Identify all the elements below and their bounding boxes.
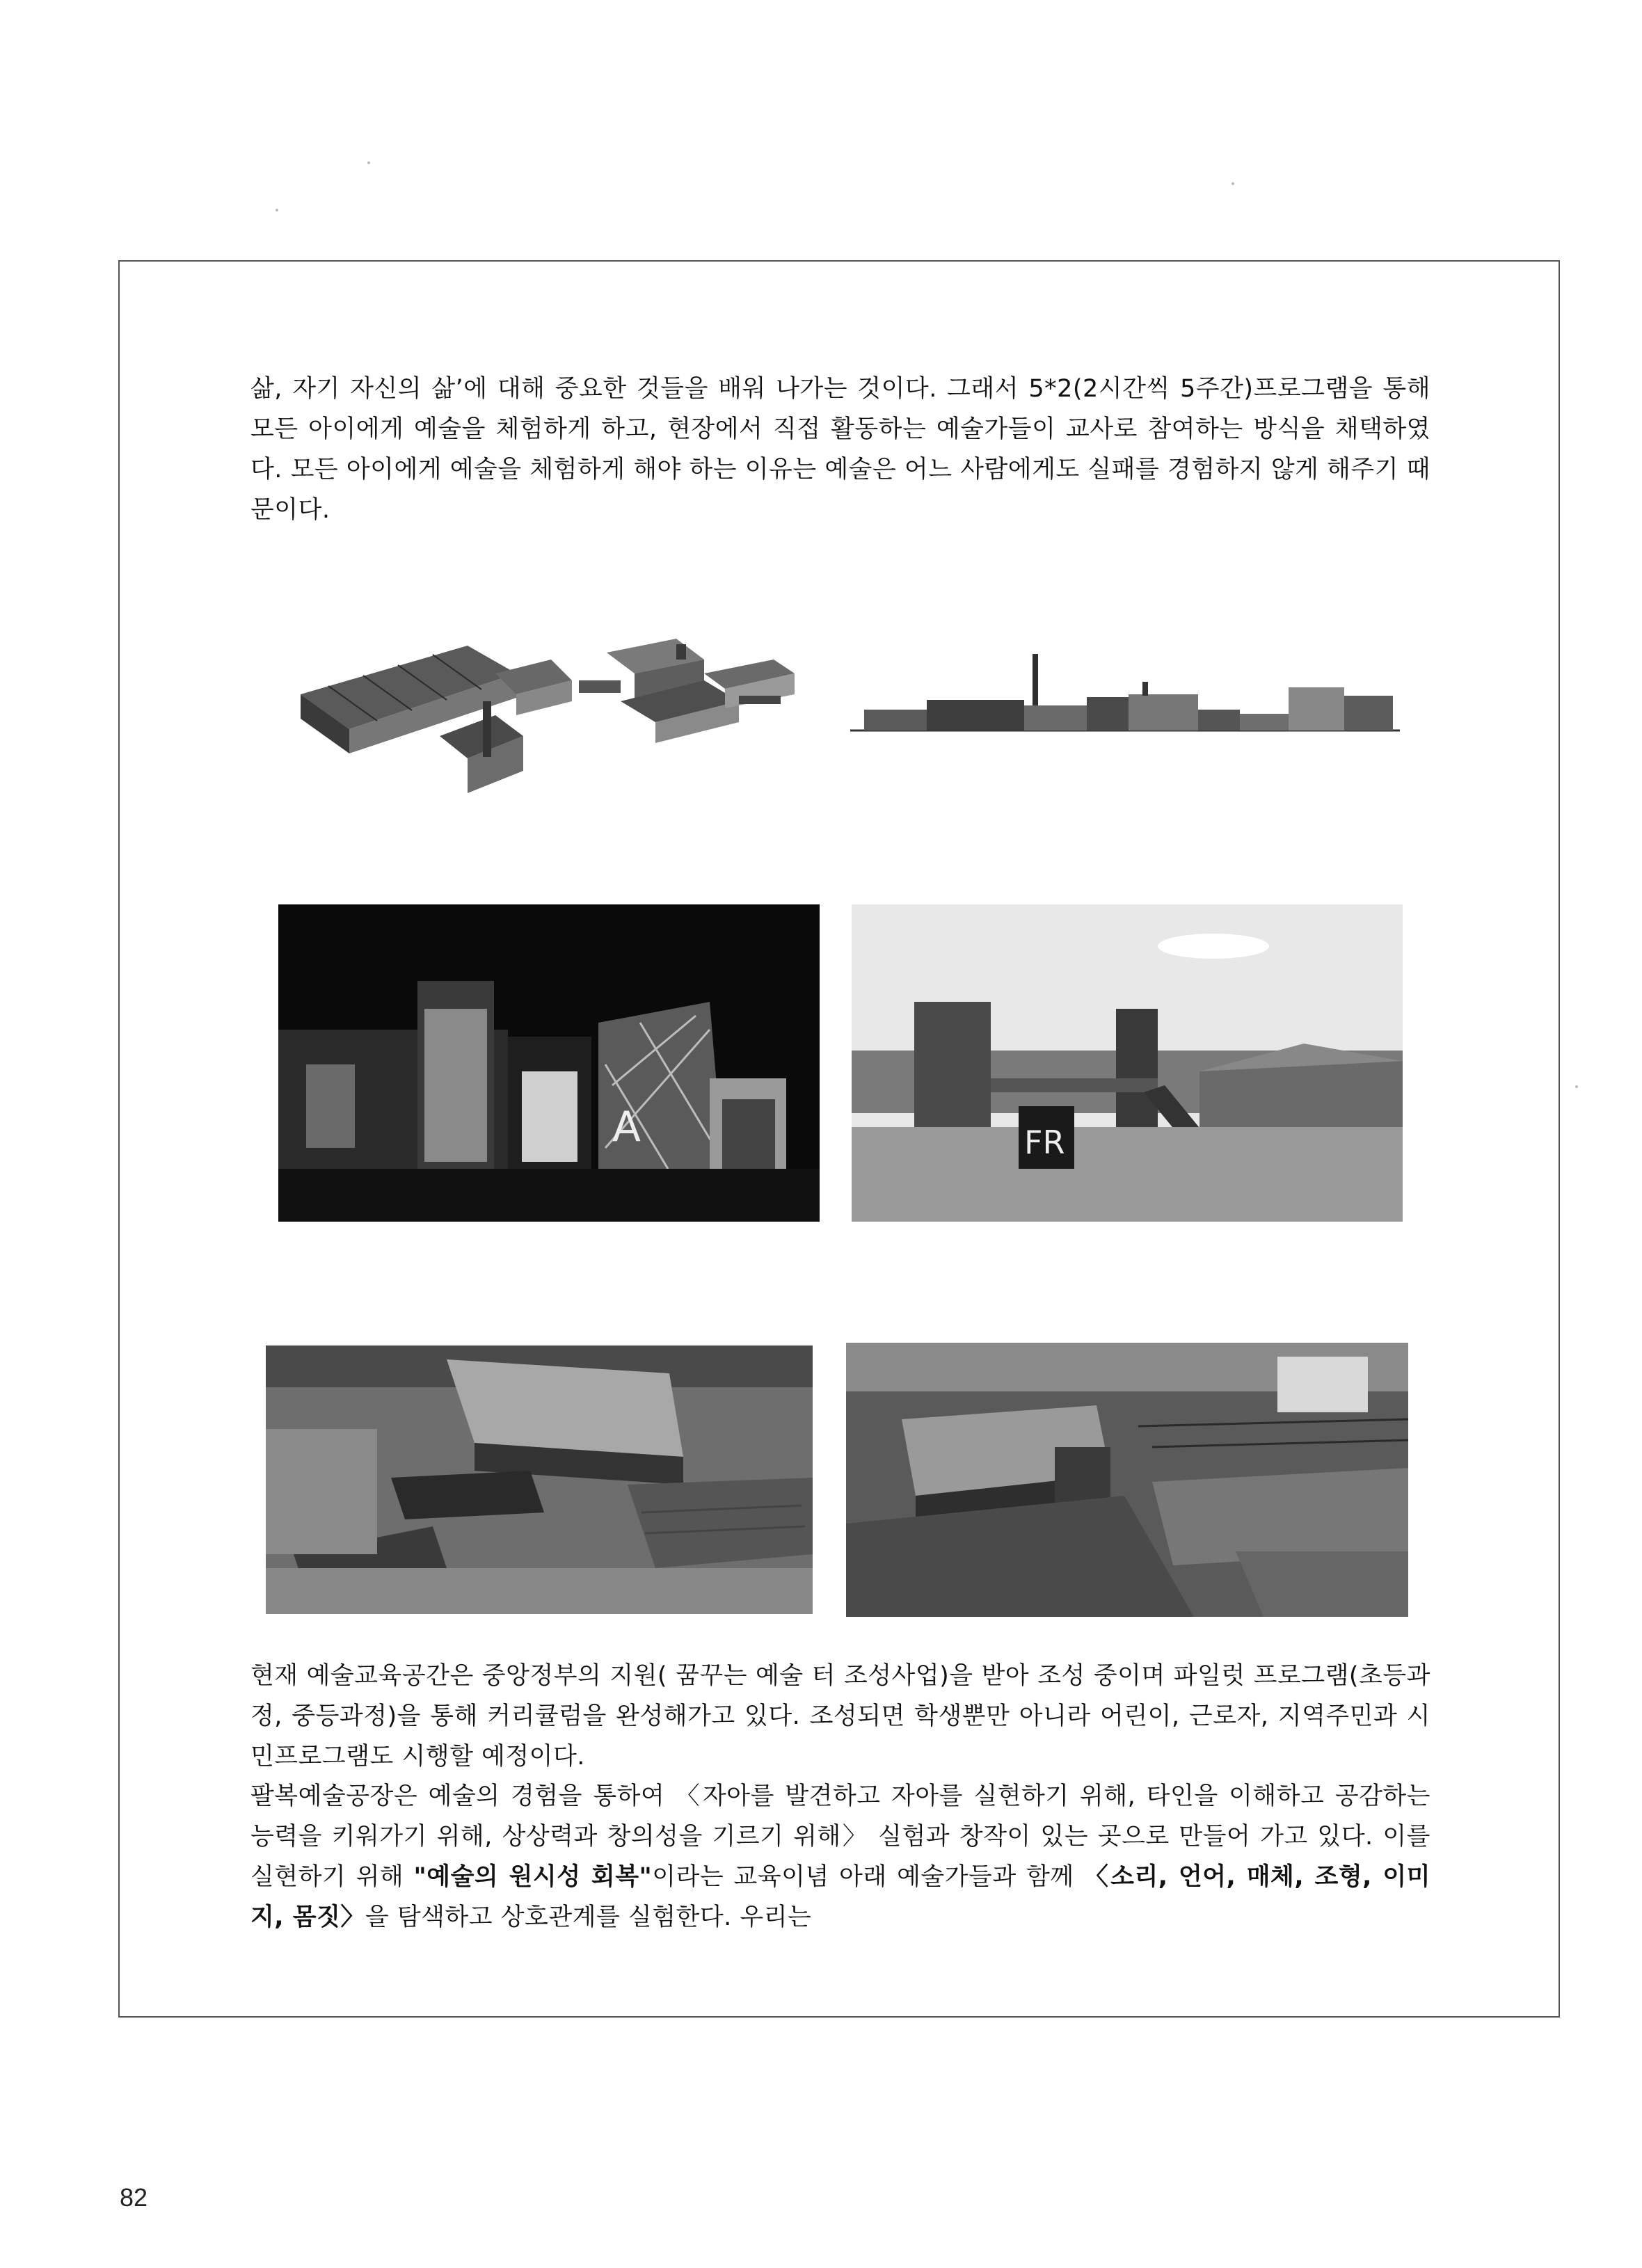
scan-speck bbox=[1575, 1085, 1578, 1088]
scan-speck bbox=[367, 161, 370, 164]
night-facade-photo bbox=[278, 904, 820, 1222]
aerial-photo-left bbox=[266, 1345, 813, 1614]
axonometric-model-image bbox=[287, 632, 815, 801]
mission-text-c: 을 탐색하고 상호관계를 실험한다. 우리는 bbox=[365, 1903, 812, 1931]
scan-speck bbox=[1232, 182, 1234, 185]
day-courtyard-photo bbox=[852, 904, 1403, 1222]
scan-speck bbox=[276, 209, 278, 211]
mission-paragraph bbox=[250, 1776, 1430, 1938]
facade-sign-letter: A bbox=[612, 1103, 641, 1151]
elevation-drawing-image bbox=[850, 654, 1400, 736]
page-number: 82 bbox=[120, 2183, 148, 2212]
mission-text-b: 이라는 교육이념 아래 예술가들과 함께 bbox=[652, 1863, 1084, 1891]
aerial-photo-right bbox=[846, 1343, 1408, 1617]
art-domains-emphasis: 〈소리, 언어, 매체, 조형, 이미지, 몸짓〉 bbox=[250, 1863, 1430, 1931]
intro-paragraph: 삶, 자기 자신의 삶’에 대해 중요한 것들을 배워 나가는 것이다. 그래서 5*2(2시간씩 5주간)프로그램을 통해 모든 아이에게 예술을 체험하게 하고, 현장에서 직접 활동하는 예술가들이 교사로 참여하는 방식을 채택하였다. 모든 아이에게 예술을 체험하게 해야 하는 이유는 예술은 어느 사람에게도 실패를 경험하지 않게 해주기 때문이다. bbox=[250, 375, 1430, 524]
current-status-paragraph: 현재 예술교육공간은 중앙정부의 지원( 꿈꾸는 예술 터 조성사업)을 받아 조성 중이며 파일럿 프로그램(초등과정, 중등과정)을 통해 커리큘럼을 완성해가고 있다. 조성되면 학생뿐만 아니라 어린이, 근로자, 지역주민과 시민프로그램도 시행할 예정이다. bbox=[250, 1662, 1430, 1771]
sculpture-letters: FR bbox=[1024, 1124, 1065, 1161]
education-philosophy-emphasis: "예술의 원시성 회복" bbox=[413, 1863, 653, 1891]
mission-text-a: 팔복예술공장은 예술의 경험을 통하여 〈자아를 발견하고 자아를 실현하기 위해, 타인을 이해하고 공감하는 능력을 키워가기 위해, 상상력과 창의성을 기르기 위해〉 실험과 창작이 있는 곳으로 만들어 가고 있다. 이를 실현하기 위해 bbox=[250, 1782, 1430, 1891]
